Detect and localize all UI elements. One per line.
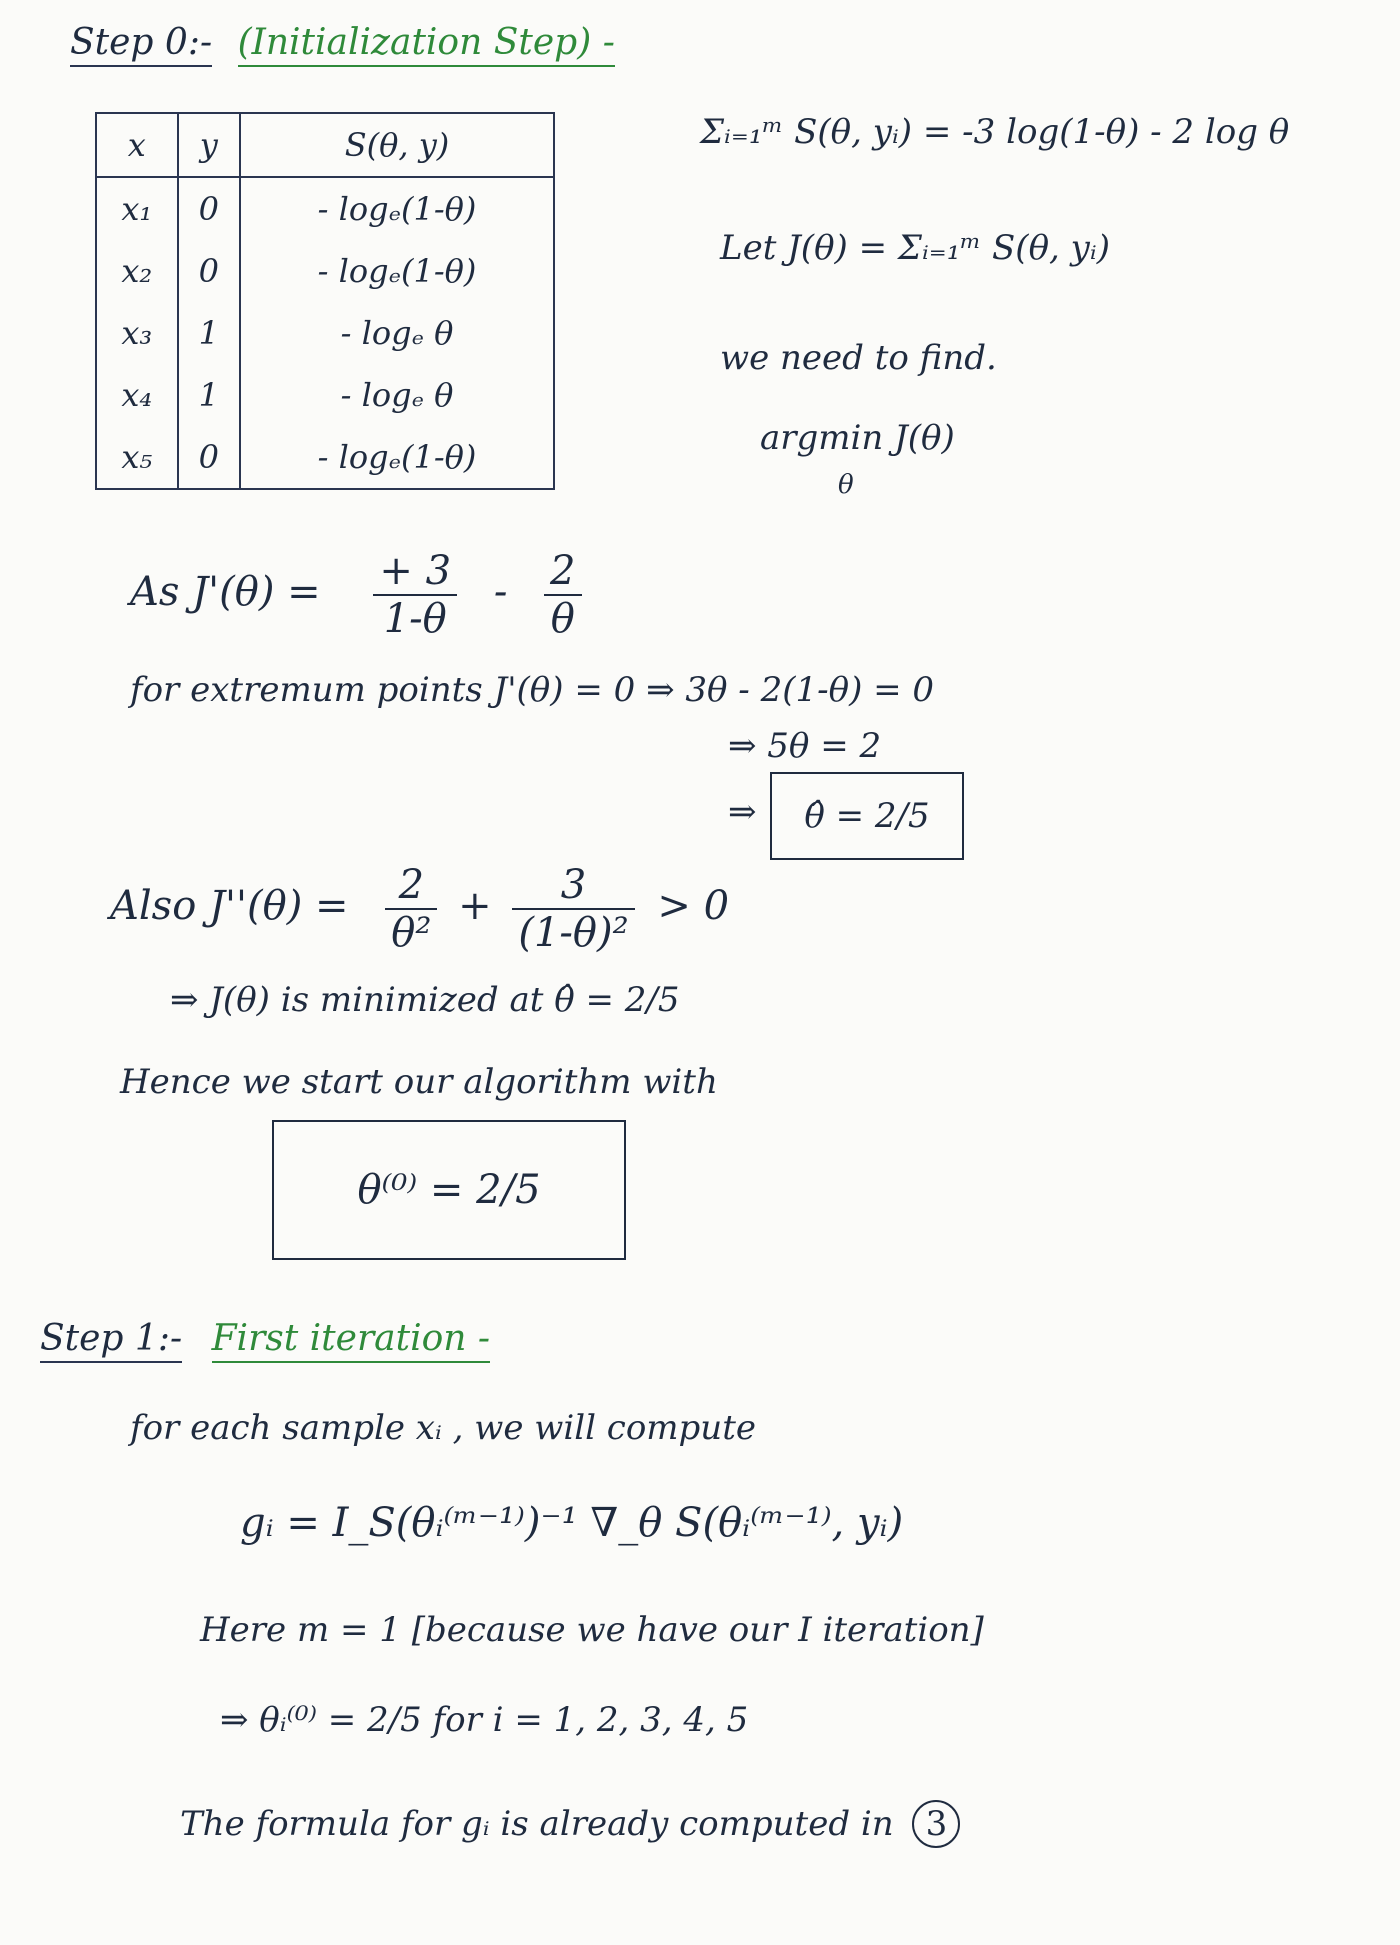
- minus-sign: -: [493, 569, 508, 615]
- step1-heading: [40, 1318, 490, 1359]
- fraction-2-over-theta-squared: [385, 862, 437, 956]
- first-derivative: [130, 548, 582, 642]
- table-row: [96, 302, 554, 364]
- table-cell: - logₑ θ: [240, 364, 554, 426]
- first-derivative-prefix: As J'(θ) =: [130, 569, 321, 615]
- start-value-box: θ⁽⁰⁾ = 2/5: [272, 1120, 626, 1260]
- table-cell: x₄: [121, 376, 153, 414]
- table-header-y: y: [178, 113, 240, 177]
- step0-heading: [70, 22, 615, 63]
- table-row: [96, 364, 554, 426]
- table-cell: - logₑ θ: [240, 302, 554, 364]
- fraction-numerator: 2: [544, 548, 581, 596]
- hence-line: Hence we start our algorithm with: [120, 1062, 718, 1102]
- formula-reference-text: The formula for gᵢ is already computed in: [180, 1804, 894, 1844]
- step1-title: First iteration -: [212, 1318, 491, 1363]
- table-cell: x₃: [121, 314, 153, 352]
- table-header-s: S(θ, y): [240, 113, 554, 177]
- plus-sign: +: [458, 883, 492, 929]
- fraction-numerator: + 3: [373, 548, 457, 596]
- step0-label: Step 0:-: [70, 22, 212, 67]
- theta0-line: ⇒ θᵢ⁽⁰⁾ = 2/5 for i = 1, 2, 3, 4, 5: [220, 1700, 749, 1740]
- equation-reference-circle: 3: [912, 1800, 960, 1848]
- implies-arrow: ⇒: [728, 792, 757, 832]
- step1-label: Step 1:-: [40, 1318, 182, 1363]
- table-cell: x₁: [121, 190, 153, 228]
- greater-than-zero: > 0: [657, 883, 730, 929]
- table-cell: 1: [178, 302, 240, 364]
- extremum-line: for extremum points J'(θ) = 0 ⇒ 3θ - 2(1-θ) = 0: [130, 670, 935, 710]
- table-row: [96, 177, 554, 240]
- fraction-2-over-theta: [544, 548, 581, 642]
- second-derivative: [110, 862, 729, 956]
- table-cell: x₅: [121, 438, 153, 476]
- table-row: [96, 426, 554, 489]
- here-line: Here m = 1 [because we have our I iteration]: [200, 1610, 984, 1650]
- step0-title: (Initialization Step) -: [238, 22, 615, 67]
- fraction-numerator: 2: [385, 862, 437, 910]
- table-row: [96, 240, 554, 302]
- table-cell: 1: [178, 364, 240, 426]
- fraction-denominator: θ²: [391, 910, 432, 956]
- argmin: [760, 418, 955, 458]
- second-derivative-prefix: Also J''(θ) =: [110, 883, 349, 929]
- minimized-line: ⇒ J(θ) is minimized at θ̂ = 2/5: [170, 980, 680, 1020]
- five-theta-line: ⇒ 5θ = 2: [728, 726, 882, 766]
- table-cell: 0: [178, 240, 240, 302]
- fraction-denominator: (1-θ)²: [518, 910, 629, 956]
- fraction-denominator: θ: [550, 596, 575, 642]
- sum-equation: Σᵢ₌₁ᵐ S(θ, yᵢ) = -3 log(1-θ) - 2 log θ: [700, 112, 1290, 152]
- table-cell: x₂: [121, 252, 153, 290]
- table-cell: - logₑ(1-θ): [240, 177, 554, 240]
- table-cell: - logₑ(1-θ): [240, 426, 554, 489]
- formula-reference-line: [180, 1800, 960, 1848]
- compute-line: for each sample xᵢ , we will compute: [130, 1408, 756, 1448]
- theta-hat-box: θ̂ = 2/5: [770, 772, 964, 860]
- values-table: [95, 112, 555, 490]
- g-formula: gᵢ = I_S(θᵢ⁽ᵐ⁻¹⁾)⁻¹ ∇_θ S(θᵢ⁽ᵐ⁻¹⁾, yᵢ): [240, 1500, 904, 1546]
- fraction-3-over-1-minus-theta-squared: [512, 862, 634, 956]
- need-to-find: we need to find.: [720, 338, 997, 378]
- argmin-text: argmin J(θ): [760, 418, 955, 458]
- argmin-subscript: θ: [838, 470, 854, 500]
- fraction-denominator: 1-θ: [383, 596, 447, 642]
- table-header-row: [96, 113, 554, 177]
- fraction-numerator: 3: [512, 862, 634, 910]
- table-cell: 0: [178, 426, 240, 489]
- table-cell: 0: [178, 177, 240, 240]
- fraction-3-over-1-minus-theta: [373, 548, 457, 642]
- let-equation: Let J(θ) = Σᵢ₌₁ᵐ S(θ, yᵢ): [720, 228, 1110, 268]
- table-header-x: x: [96, 113, 178, 177]
- table-cell: - logₑ(1-θ): [240, 240, 554, 302]
